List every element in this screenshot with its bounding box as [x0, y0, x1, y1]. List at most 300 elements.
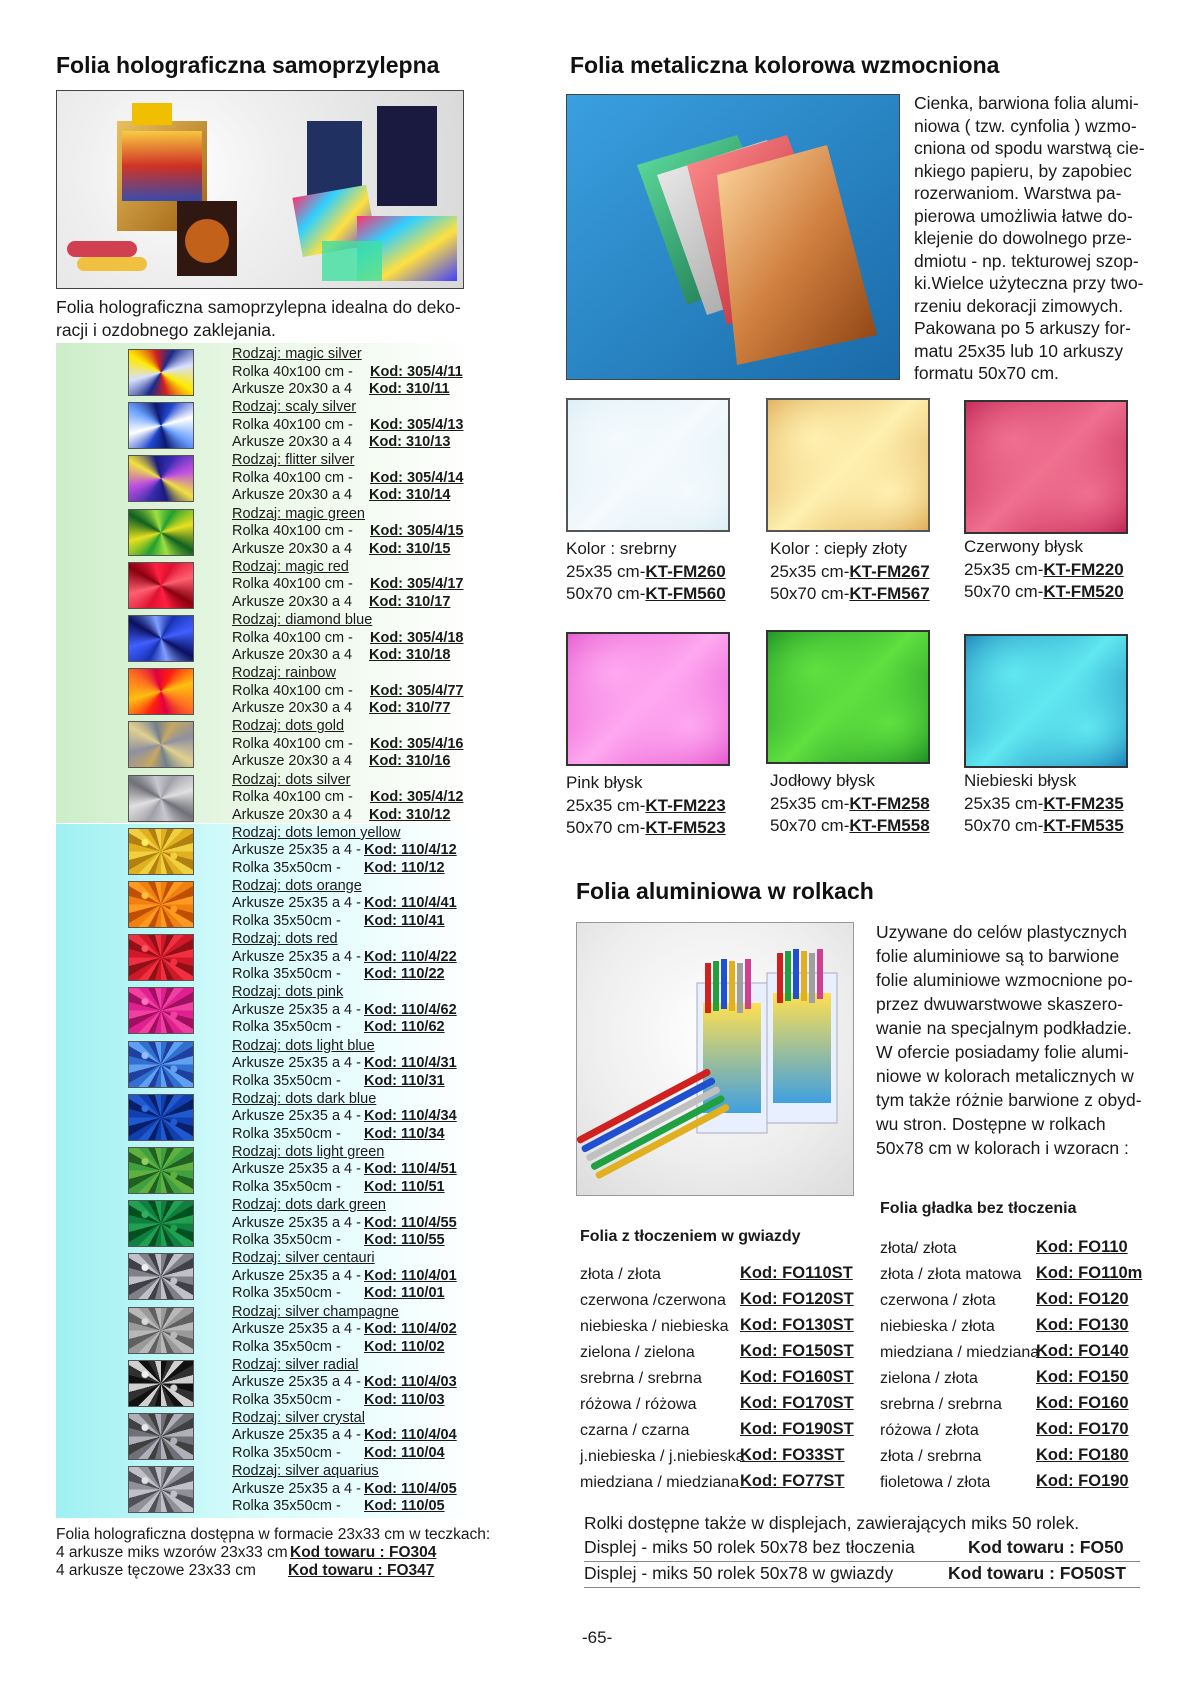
- metal-swatch: [566, 398, 730, 532]
- display-row-plain: [584, 1537, 1140, 1562]
- holo-variant-code: Kod: 310/13: [369, 434, 451, 451]
- holo-variant-size: Arkusze 20x30 a 4: [232, 647, 353, 663]
- foil-code-row: [880, 1470, 1180, 1496]
- foil-color-name: złota / złota matowa: [880, 1266, 1022, 1283]
- holo-variant-size: Arkusze 25x35 a 4 -: [232, 948, 361, 965]
- foil-code: Kod: FO160ST: [740, 1368, 854, 1386]
- foil-code: Kod: FO33ST: [740, 1446, 845, 1464]
- holo-variant-size: Arkusze 20x30 a 4: [232, 540, 353, 557]
- alu-rolls-title: Folia aluminiowa w rolkach: [576, 878, 874, 904]
- holo-variant-type: Rodzaj: dots orange: [232, 877, 362, 894]
- intro-line: Folia holograficzna samoprzylepna idealna do deko-: [56, 297, 461, 317]
- foil-code-row: [580, 1262, 853, 1288]
- holo-variant-size: Arkusze 20x30 a 4: [232, 487, 353, 504]
- desc-line: cniona od spodu warstwą cie-: [914, 138, 1145, 158]
- desc-line: Pakowana po 5 arkuszy for-: [914, 318, 1131, 338]
- desc-line: formatu 50x70 cm.: [914, 363, 1059, 383]
- metal-foil-title: Folia metaliczna kolorowa wzmocniona: [570, 52, 1000, 78]
- swatch-size: 50x70 cm-: [770, 584, 850, 603]
- metal-swatch: [766, 630, 930, 764]
- holo-variant-code: Kod: 110/4/55: [364, 1214, 457, 1231]
- foil-code-row: [880, 1314, 1180, 1340]
- holo-variant-type: Rodzaj: dots silver: [232, 771, 351, 788]
- holo-variant-size: Rolka 40x100 cm -: [232, 416, 353, 433]
- swatch-code: KT-FM260: [645, 561, 726, 581]
- holographic-display-illustration: [57, 91, 463, 288]
- holo-variant-size: Rolka 35x50cm -: [232, 859, 341, 876]
- desc-line: folie aluminiowe są to barwione: [876, 946, 1120, 966]
- holo-variant-size: Arkusze 25x35 a 4 -: [232, 1321, 361, 1338]
- holo-variant-row: [56, 506, 476, 559]
- foil-code: Kod: FO180: [1036, 1446, 1129, 1464]
- swatch-code: KT-FM535: [1043, 816, 1124, 835]
- desc-line: ki.Wielce użyteczna przy two-: [914, 273, 1144, 293]
- holo-swatch: [128, 668, 194, 715]
- holo-variant-size: Arkusze 25x35 a 4 -: [232, 1055, 361, 1072]
- metal-swatch-caption: [964, 536, 1124, 604]
- holo-variant-code: Kod: 305/4/77: [370, 682, 464, 699]
- metal-swatch: [766, 398, 930, 532]
- display-row-stars: [584, 1563, 1140, 1588]
- holo-variant-code: Kod: 310/12: [369, 806, 451, 823]
- holo-swatch: [128, 828, 194, 875]
- holo-swatch: [128, 562, 194, 609]
- holo-variant-code: Kod: 305/4/12: [370, 789, 464, 806]
- metal-swatch-caption: [770, 538, 930, 606]
- foil-color-name: złota/ złota: [880, 1240, 957, 1257]
- holo-variant-size: Rolka 35x50cm -: [232, 1391, 341, 1408]
- holo-variant-code: Kod: 110/4/41: [364, 895, 457, 912]
- metal-sheets-illustration: [567, 95, 899, 379]
- desc-line: klejenie do dowolnego prze-: [914, 228, 1132, 248]
- foil-color-name: czarna / czarna: [580, 1422, 690, 1439]
- desc-line: Uzywane do celów plastycznych: [876, 922, 1127, 942]
- intro-line: racji i ozdobnego zaklejania.: [56, 319, 276, 340]
- holo-variant-type: Rodzaj: rainbow: [232, 665, 336, 682]
- holo-variant-size: Arkusze 25x35 a 4 -: [232, 1427, 361, 1444]
- swatch-size: 25x35 cm-: [566, 795, 646, 815]
- holo-variant-code: Kod: 305/4/16: [370, 735, 464, 752]
- holo-variant-type: Rodzaj: magic green: [232, 505, 365, 522]
- footer-item-code: Kod towaru : FO347: [288, 1562, 435, 1579]
- foil-color-name: różowa / złota: [880, 1422, 979, 1439]
- holo-variant-code: Kod: 110/34: [364, 1125, 445, 1142]
- foil-color-name: złota / srebrna: [880, 1448, 982, 1465]
- holo-variant-size: Arkusze 20x30 a 4: [232, 434, 353, 451]
- holo-variant-type: Rodzaj: silver champagne: [232, 1303, 399, 1320]
- holo-variant-code: Kod: 110/4/34: [364, 1108, 457, 1125]
- desc-line: W ofercie posiadamy folie alumi-: [876, 1042, 1129, 1062]
- holo-variant-code: Kod: 110/62: [364, 1019, 445, 1036]
- swatch-color-name: Czerwony błysk: [964, 537, 1084, 556]
- swatch-size: 50x70 cm-: [566, 584, 646, 603]
- holo-variant-code: Kod: 110/22: [364, 966, 445, 983]
- swatch-size: 50x70 cm-: [964, 582, 1044, 601]
- holo-variant-size: Arkusze 20x30 a 4: [232, 753, 353, 770]
- holo-swatch: [128, 1360, 194, 1407]
- holo-variant-code: Kod: 310/17: [369, 593, 451, 610]
- holo-variant-code: Kod: 110/51: [364, 1178, 445, 1195]
- foil-color-name: fioletowa / złota: [880, 1474, 991, 1491]
- holo-variant-size: Arkusze 25x35 a 4 -: [232, 1480, 361, 1497]
- foil-code: Kod: FO110m: [1036, 1264, 1143, 1282]
- swatch-size: 25x35 cm-: [964, 559, 1044, 579]
- holo-variant-row: [56, 825, 476, 878]
- holo-variant-size: Arkusze 25x35 a 4 -: [232, 1108, 361, 1125]
- holo-swatch: [128, 1307, 194, 1354]
- foil-code: Kod: FO140: [1036, 1342, 1129, 1360]
- swatch-size: 25x35 cm-: [770, 793, 850, 813]
- foil-code-row: [880, 1366, 1180, 1392]
- foil-color-name: j.niebieska / j.niebieska: [580, 1448, 745, 1465]
- desc-line: matu 25x35 lub 10 arkuszy: [914, 340, 1124, 361]
- holo-variant-code: Kod: 110/4/02: [364, 1321, 457, 1338]
- holo-variant-row: [56, 665, 476, 718]
- holo-variant-code: Kod: 110/03: [364, 1391, 445, 1408]
- foil-code-row: [880, 1340, 1180, 1366]
- foil-color-name: różowa / różowa: [580, 1396, 697, 1413]
- foil-code: Kod: FO190: [1036, 1472, 1129, 1490]
- metal-swatch-caption: [566, 772, 726, 840]
- display-label: Displej - miks 50 rolek 50x78 w gwiazdy: [584, 1563, 894, 1583]
- holo-variant-row: [56, 878, 476, 931]
- foil-code: Kod: FO120: [1036, 1290, 1129, 1308]
- foil-code-row: [580, 1314, 854, 1340]
- holo-variant-row: [56, 1357, 476, 1410]
- star-foil-table: [580, 1262, 854, 1496]
- swatch-size: 25x35 cm-: [566, 561, 646, 581]
- holo-variant-size: Rolka 35x50cm -: [232, 1285, 341, 1302]
- holo-variant-type: Rodzaj: dots light blue: [232, 1037, 375, 1054]
- display-code: Kod towaru : FO50: [968, 1537, 1124, 1557]
- desc-line: dmiotu - np. tekturowej szop-: [914, 250, 1139, 271]
- metal-foil-description: [914, 92, 1184, 385]
- desc-line: rozerwaniom. Warstwa pa-: [914, 183, 1122, 203]
- metal-swatch-caption: [566, 538, 726, 606]
- holo-variant-size: Rolka 35x50cm -: [232, 1444, 341, 1461]
- metal-swatch: [964, 634, 1128, 768]
- page-number: -65-: [582, 1628, 613, 1647]
- swatch-size: 25x35 cm-: [770, 561, 850, 581]
- holo-variant-row: [56, 931, 476, 984]
- foil-color-name: srebrna / srebrna: [880, 1396, 1002, 1413]
- holographic-variant-list: [56, 346, 476, 1516]
- foil-code-row: [880, 1262, 1180, 1288]
- foil-color-name: złota / złota: [580, 1266, 661, 1283]
- desc-line: przez dwuwarstwowe skaszero-: [876, 994, 1124, 1014]
- holo-variant-type: Rodzaj: dots dark blue: [232, 1090, 377, 1107]
- holo-swatch: [128, 881, 194, 928]
- star-foil-subtitle: Folia z tłoczeniem w gwiazdy: [580, 1228, 801, 1245]
- holo-swatch: [128, 509, 194, 556]
- holo-swatch: [128, 1094, 194, 1141]
- foil-color-name: niebieska / złota: [880, 1318, 995, 1335]
- foil-code: Kod: FO130: [1036, 1316, 1129, 1334]
- holo-variant-size: Rolka 40x100 cm -: [232, 789, 353, 806]
- foil-code-row: [580, 1418, 854, 1444]
- smooth-foil-table: [880, 1236, 1180, 1496]
- swatch-size: 50x70 cm-: [770, 816, 850, 835]
- holographic-footer: [56, 1526, 490, 1580]
- foil-color-name: czerwona /czerwona: [580, 1292, 726, 1309]
- holo-swatch: [128, 1466, 194, 1513]
- holo-swatch: [128, 1253, 194, 1300]
- holo-variant-code: Kod: 110/05: [364, 1498, 445, 1515]
- holo-variant-code: Kod: 110/31: [364, 1072, 445, 1089]
- holo-variant-row: [56, 772, 476, 825]
- holo-variant-size: Rolka 35x50cm -: [232, 1072, 341, 1089]
- holo-variant-type: Rodzaj: flitter silver: [232, 452, 355, 469]
- holo-variant-size: Arkusze 25x35 a 4 -: [232, 895, 361, 912]
- holographic-title: Folia holograficzna samoprzylepna: [56, 52, 440, 78]
- metal-swatch-caption: [964, 770, 1124, 838]
- holo-variant-code: Kod: 110/55: [364, 1232, 445, 1249]
- foil-code: Kod: FO170ST: [740, 1394, 854, 1412]
- foil-code: Kod: FO130ST: [740, 1316, 854, 1334]
- display-code: Kod towaru : FO50ST: [948, 1563, 1126, 1583]
- holo-variant-code: Kod: 305/4/15: [370, 523, 464, 540]
- holo-variant-size: Rolka 35x50cm -: [232, 1178, 341, 1195]
- foil-color-name: niebieska / niebieska: [580, 1318, 729, 1335]
- foil-code-row: [580, 1340, 854, 1366]
- display-label: Displej - miks 50 rolek 50x78 bez tłoczenia: [584, 1537, 915, 1557]
- holo-variant-type: Rodzaj: silver crystal: [232, 1409, 365, 1426]
- foil-code: Kod: FO160: [1036, 1394, 1129, 1412]
- holo-swatch: [128, 934, 194, 981]
- holographic-intro: [56, 296, 476, 341]
- swatch-code: KT-FM567: [849, 584, 930, 603]
- holo-variant-row: [56, 399, 476, 452]
- holo-variant-row: [56, 1144, 476, 1197]
- holo-variant-code: Kod: 110/02: [364, 1338, 445, 1355]
- holo-variant-type: Rodzaj: silver aquarius: [232, 1463, 379, 1480]
- foil-code: Kod: FO120ST: [740, 1290, 854, 1308]
- holo-swatch: [128, 1200, 194, 1247]
- footer-note: Folia holograficzna dostępna w formacie 23x33 cm w teczkach:: [56, 1526, 491, 1543]
- holo-variant-type: Rodzaj: dots light green: [232, 1143, 385, 1160]
- foil-code-row: [880, 1444, 1180, 1470]
- holo-variant-row: [56, 1463, 476, 1516]
- holo-variant-size: Arkusze 20x30 a 4: [232, 700, 353, 717]
- holo-variant-code: Kod: 110/4/01: [364, 1267, 457, 1284]
- holo-variant-type: Rodzaj: magic silver: [232, 346, 362, 362]
- holo-variant-size: Arkusze 20x30 a 4: [232, 381, 353, 397]
- foil-color-name: srebrna / srebrna: [580, 1370, 702, 1387]
- holo-swatch: [128, 1041, 194, 1088]
- holo-variant-size: Arkusze 20x30 a 4: [232, 593, 353, 610]
- foil-code-row: [580, 1366, 854, 1392]
- holo-variant-code: Kod: 310/16: [369, 753, 451, 770]
- holo-variant-size: Arkusze 25x35 a 4 -: [232, 1001, 361, 1018]
- foil-code: Kod: FO110ST: [740, 1264, 853, 1282]
- holo-swatch: [128, 1147, 194, 1194]
- holo-variant-row: [56, 1038, 476, 1091]
- holo-variant-code: Kod: 110/4/05: [364, 1480, 457, 1497]
- foil-code-row: [580, 1392, 854, 1418]
- holo-variant-size: Rolka 35x50cm -: [232, 1232, 341, 1249]
- holo-variant-code: Kod: 110/01: [364, 1285, 445, 1302]
- holo-variant-code: Kod: 110/41: [364, 912, 445, 929]
- holo-variant-row: [56, 984, 476, 1037]
- holo-variant-code: Kod: 110/12: [364, 859, 445, 876]
- holo-variant-code: Kod: 305/4/13: [370, 416, 464, 433]
- desc-line: Cienka, barwiona folia alumi-: [914, 93, 1139, 113]
- holo-variant-type: Rodzaj: dots gold: [232, 718, 345, 735]
- holo-variant-type: Rodzaj: silver radial: [232, 1356, 359, 1373]
- holo-swatch: [128, 349, 194, 396]
- holo-variant-type: Rodzaj: dots lemon yellow: [232, 824, 401, 841]
- holo-variant-row: [56, 559, 476, 612]
- holographic-product-photo: [56, 90, 464, 289]
- holo-variant-size: Arkusze 25x35 a 4 -: [232, 1161, 361, 1178]
- footer-item-label: 4 arkusze miks wzorów 23x33 cm: [56, 1544, 288, 1561]
- desc-line: wanie na specjalnym podkładzie.: [876, 1018, 1132, 1038]
- metal-swatch: [566, 632, 730, 766]
- holo-variant-code: Kod: 110/04: [364, 1444, 445, 1461]
- holo-swatch: [128, 1413, 194, 1460]
- desc-line: folie aluminiowe wzmocnione po-: [876, 970, 1133, 990]
- desc-line: tym także różnie barwione z obyd-: [876, 1090, 1142, 1110]
- holo-variant-code: Kod: 310/15: [369, 540, 451, 557]
- swatch-size: 50x70 cm-: [566, 818, 646, 837]
- desc-line: wu stron. Dostępne w rolkach: [876, 1114, 1106, 1134]
- desc-line: pierowa umożliwia łatwe do-: [914, 205, 1133, 226]
- holo-variant-size: Arkusze 25x35 a 4 -: [232, 1214, 361, 1231]
- holo-variant-size: Arkusze 25x35 a 4 -: [232, 1267, 361, 1284]
- holo-variant-code: Kod: 310/18: [369, 647, 451, 663]
- holo-variant-row: [56, 1250, 476, 1303]
- foil-code: Kod: FO190ST: [740, 1420, 854, 1438]
- swatch-color-name: Kolor : srebrny: [566, 539, 677, 558]
- holo-swatch: [128, 455, 194, 502]
- holo-swatch: [128, 615, 194, 662]
- swatch-code: KT-FM523: [645, 818, 726, 837]
- swatch-size: 50x70 cm-: [964, 816, 1044, 835]
- metal-swatch-caption: [770, 770, 930, 838]
- swatch-code: KT-FM235: [1043, 793, 1124, 813]
- holo-variant-code: Kod: 110/4/31: [364, 1055, 457, 1072]
- desc-line: niowa ( tzw. cynfolia ) wzmo-: [914, 115, 1137, 136]
- holo-variant-size: Rolka 35x50cm -: [232, 966, 341, 983]
- holo-variant-size: Rolka 35x50cm -: [232, 1338, 341, 1355]
- holo-variant-type: Rodzaj: dots dark green: [232, 1197, 386, 1214]
- foil-color-name: czerwona / złota: [880, 1292, 996, 1309]
- foil-code-row: [580, 1470, 850, 1496]
- holo-variant-type: Rodzaj: dots pink: [232, 984, 344, 1001]
- foil-color-name: zielona / złota: [880, 1370, 978, 1387]
- desc-line: rzeniu dekoracji zimowych.: [914, 295, 1124, 316]
- holo-variant-code: Kod: 305/4/18: [370, 629, 464, 646]
- holo-variant-code: Kod: 310/77: [369, 700, 451, 717]
- holo-variant-size: Rolka 40x100 cm -: [232, 363, 353, 380]
- swatch-code: KT-FM560: [645, 584, 726, 603]
- holo-variant-type: Rodzaj: dots red: [232, 931, 338, 948]
- holo-variant-size: Rolka 35x50cm -: [232, 1019, 341, 1036]
- foil-code-row: [880, 1236, 1180, 1262]
- holo-swatch: [128, 987, 194, 1034]
- holo-variant-size: Rolka 35x50cm -: [232, 1125, 341, 1142]
- holo-variant-size: Rolka 40x100 cm -: [232, 469, 353, 486]
- holo-variant-code: Kod: 305/4/14: [370, 469, 464, 486]
- rolls-display-note: Rolki dostępne także w displejach, zawierających miks 50 rolek.: [584, 1513, 1080, 1533]
- holo-variant-size: Arkusze 25x35 a 4 -: [232, 1374, 361, 1391]
- foil-code-row: [580, 1444, 850, 1470]
- holo-variant-type: Rodzaj: scaly silver: [232, 399, 357, 416]
- foil-code: Kod: FO77ST: [740, 1472, 845, 1490]
- holo-variant-size: Arkusze 25x35 a 4 -: [232, 842, 361, 859]
- holo-swatch: [128, 721, 194, 768]
- holo-variant-code: Kod: 110/4/62: [364, 1001, 457, 1018]
- foil-code: Kod: FO170: [1036, 1420, 1129, 1438]
- holo-variant-size: Arkusze 20x30 a 4: [232, 806, 353, 823]
- foil-code-row: [580, 1288, 854, 1314]
- swatch-code: KT-FM258: [849, 793, 930, 813]
- swatch-color-name: Kolor : ciepły złoty: [770, 539, 907, 558]
- holo-variant-size: Rolka 40x100 cm -: [232, 682, 353, 699]
- holo-variant-code: Kod: 305/4/17: [370, 576, 464, 593]
- metal-foil-photo: [566, 94, 900, 380]
- holo-variant-row: [56, 346, 476, 399]
- swatch-code: KT-FM267: [849, 561, 930, 581]
- holo-variant-row: [56, 1197, 476, 1250]
- holo-variant-code: Kod: 310/11: [369, 381, 450, 397]
- alu-rolls-description: [876, 920, 1176, 1160]
- holo-variant-type: Rodzaj: silver centauri: [232, 1250, 375, 1267]
- holo-variant-size: Rolka 40x100 cm -: [232, 576, 353, 593]
- holo-variant-row: [56, 452, 476, 505]
- holo-swatch: [128, 775, 194, 822]
- foil-color-name: zielona / zielona: [580, 1344, 695, 1361]
- foil-code-row: [880, 1418, 1180, 1444]
- holo-variant-size: Rolka 40x100 cm -: [232, 523, 353, 540]
- swatch-color-name: Pink błysk: [566, 773, 643, 792]
- desc-line: niowe w kolorach metalicznych w: [876, 1066, 1134, 1086]
- foil-code-row: [880, 1392, 1180, 1418]
- holo-variant-row: [56, 612, 476, 665]
- foil-code: Kod: FO150ST: [740, 1342, 854, 1360]
- smooth-foil-subtitle: Folia gładka bez tłoczenia: [880, 1200, 1077, 1217]
- holo-variant-code: Kod: 310/14: [369, 487, 451, 504]
- holo-variant-type: Rodzaj: diamond blue: [232, 612, 373, 628]
- holo-variant-code: Kod: 305/4/11: [370, 363, 463, 380]
- holo-variant-size: Rolka 40x100 cm -: [232, 629, 353, 646]
- footer-item-code: Kod towaru : FO304: [290, 1544, 437, 1561]
- swatch-code: KT-FM223: [645, 795, 726, 815]
- holo-swatch: [128, 402, 194, 449]
- holo-variant-code: Kod: 110/4/22: [364, 948, 457, 965]
- holo-variant-type: Rodzaj: magic red: [232, 558, 349, 575]
- desc-line: 50x78 cm w kolorach i wzoracn :: [876, 1138, 1129, 1158]
- holo-variant-code: Kod: 110/4/03: [364, 1374, 457, 1391]
- holo-variant-code: Kod: 110/4/04: [364, 1427, 457, 1444]
- holo-variant-size: Rolka 35x50cm -: [232, 1498, 341, 1515]
- swatch-color-name: Jodłowy błysk: [770, 771, 875, 790]
- holo-variant-row: [56, 718, 476, 771]
- swatch-code: KT-FM520: [1043, 582, 1124, 601]
- swatch-code: KT-FM220: [1043, 559, 1124, 579]
- holo-variant-row: [56, 1091, 476, 1144]
- foil-color-name: miedziana / miedziana: [580, 1474, 740, 1491]
- holo-variant-code: Kod: 110/4/12: [364, 842, 457, 859]
- footer-item-label: 4 arkusze tęczowe 23x33 cm: [56, 1562, 256, 1579]
- metal-swatch: [964, 400, 1128, 534]
- holo-variant-code: Kod: 110/4/51: [364, 1161, 457, 1178]
- swatch-code: KT-FM558: [849, 816, 930, 835]
- foil-color-name: miedziana / miedziana: [880, 1344, 1040, 1361]
- holo-variant-size: Rolka 35x50cm -: [232, 912, 341, 929]
- holo-variant-row: [56, 1410, 476, 1463]
- foil-code: Kod: FO150: [1036, 1368, 1129, 1386]
